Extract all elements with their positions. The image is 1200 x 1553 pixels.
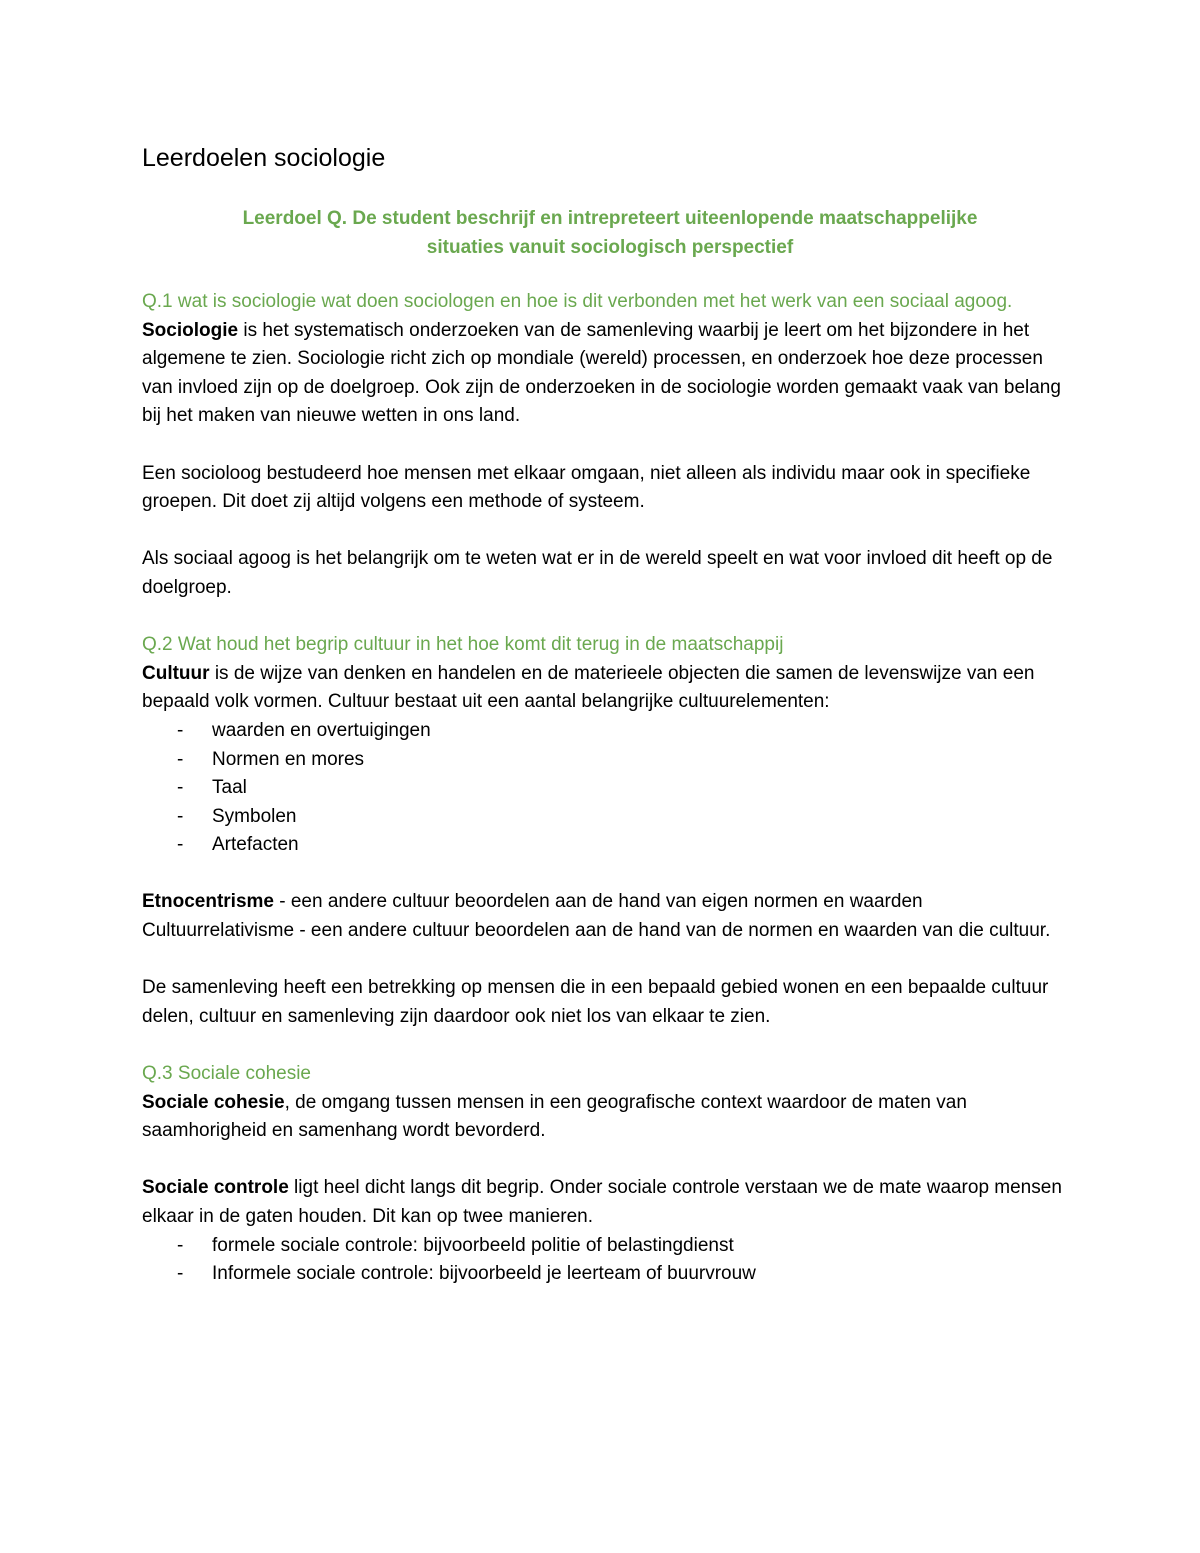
list-item <box>142 717 1072 746</box>
learning-goal-line-2: situaties vanuit sociologisch perspectief <box>426 237 794 258</box>
sociale-controle-list <box>142 1232 1072 1289</box>
dash-bullet-icon: - <box>177 777 184 799</box>
q3-term: Sociale cohesie <box>142 1091 285 1113</box>
dash-bullet-icon: - <box>177 748 184 770</box>
list-item-text: Taal <box>212 777 247 799</box>
spacer <box>142 860 1072 889</box>
q1-paragraph-2: Een socioloog bestudeerd hoe mensen met elkaar omgaan, niet alleen als individu maar ook in specifieke groepen. Dit doet zij altijd volgens een methode of systeem. <box>142 462 1031 513</box>
q3-definition: , de omgang tussen mensen in een geografische context waardoor de maten van saamhorigheid en samenhang wordt bevorderd. <box>142 1091 967 1142</box>
q3-definition-paragraph <box>142 1089 1072 1146</box>
sociale-controle-definition: ligt heel dicht langs dit begrip. Onder sociale controle verstaan we de mate waarop mensen elkaar in de gaten houden. Dit kan op twee manieren. <box>142 1177 1062 1227</box>
list-item <box>142 831 1072 860</box>
culture-elements-list <box>142 717 1072 860</box>
spacer <box>142 431 1072 460</box>
list-item-text: formele sociale controle: bijvoorbeeld politie of belastingdienst <box>212 1234 734 1256</box>
q2-heading: Q.2 Wat houd het begrip cultuur in het hoe komt dit terug in de maatschappij <box>142 634 784 656</box>
q1-definition-paragraph <box>142 317 1072 431</box>
learning-goal-line-1: Leerdoel Q. De student beschrijf en intrepreteert uiteenlopende maatschappelijke <box>242 208 978 229</box>
q1-paragraph-3: Als sociaal agoog is het belangrijk om te weten wat er in de wereld speelt en wat voor invloed dit heeft op de doelgroep. <box>142 548 1053 598</box>
q1-heading: Q.1 wat is sociologie wat doen sociologen en hoe is dit verbonden met het werk van een sociaal agoog. <box>142 291 1013 312</box>
q2-definition-paragraph <box>142 660 1072 717</box>
list-item-text: Informele sociale controle: bijvoorbeeld je leerteam of buurvrouw <box>212 1263 756 1285</box>
sociale-controle-term: Sociale controle <box>142 1177 289 1199</box>
dash-bullet-icon: - <box>177 1234 184 1256</box>
etnocentrisme-paragraph <box>142 888 1072 917</box>
q3-heading: Q.3 Sociale cohesie <box>142 1063 311 1085</box>
list-item <box>142 746 1072 775</box>
q1-term: Sociologie <box>142 319 239 341</box>
list-item-text: Normen en mores <box>212 748 365 770</box>
etnocentrisme-definition: - een andere cultuur beoordelen aan de hand van eigen normen en waarden <box>273 891 923 913</box>
dash-bullet-icon: - <box>177 805 184 827</box>
spacer <box>142 517 1072 546</box>
etnocentrisme-term: Etnocentrisme <box>142 891 274 913</box>
q1-definition: is het systematisch onderzoeken van de samenleving waarbij je leert om het bijzondere in het algemene te zien. Sociologie richt zich op mondiale (wereld) processen, en onderzoek hoe deze processen van invloed zijn op de doelgroep. Ook zijn de onderzoeken in de sociologie worden gemaakt vaak van belang bij het maken van nieuwe wetten in ons land. <box>142 319 1061 427</box>
dash-bullet-icon: - <box>177 1263 184 1285</box>
list-item <box>142 1232 1072 1261</box>
list-item <box>142 1260 1072 1289</box>
dash-bullet-icon: - <box>177 834 184 856</box>
spacer <box>142 1146 1072 1175</box>
document-body <box>142 288 1072 1289</box>
q2-term: Cultuur <box>142 662 210 684</box>
dash-bullet-icon: - <box>177 719 184 741</box>
samenleving-paragraph: De samenleving heeft een betrekking op mensen die in een bepaald gebied wonen en een bepaalde cultuur delen, cultuur en samenleving zijn daardoor ook niet los van elkaar te zien. <box>142 977 1049 1027</box>
q2-definition: is de wijze van denken en handelen en de materieele objecten die samen de levenswijze van een bepaald volk vormen. Cultuur bestaat uit een aantal belangrijke cultuurelementen: <box>142 662 1035 713</box>
list-item <box>142 803 1072 832</box>
list-item <box>142 774 1072 803</box>
sociale-controle-paragraph <box>142 1174 1072 1231</box>
spacer <box>142 1031 1072 1060</box>
learning-goal-heading <box>102 204 1118 262</box>
document-title: Leerdoelen sociologie <box>142 144 386 172</box>
list-item-text: waarden en overtuigingen <box>212 719 431 741</box>
cultuurrelativisme-paragraph: Cultuurrelativisme - een andere cultuur beoordelen aan de hand van de normen en waarden van die cultuur. <box>142 920 1051 942</box>
spacer <box>142 603 1072 632</box>
list-item-text: Symbolen <box>212 805 297 827</box>
spacer <box>142 946 1072 975</box>
list-item-text: Artefacten <box>212 834 299 856</box>
